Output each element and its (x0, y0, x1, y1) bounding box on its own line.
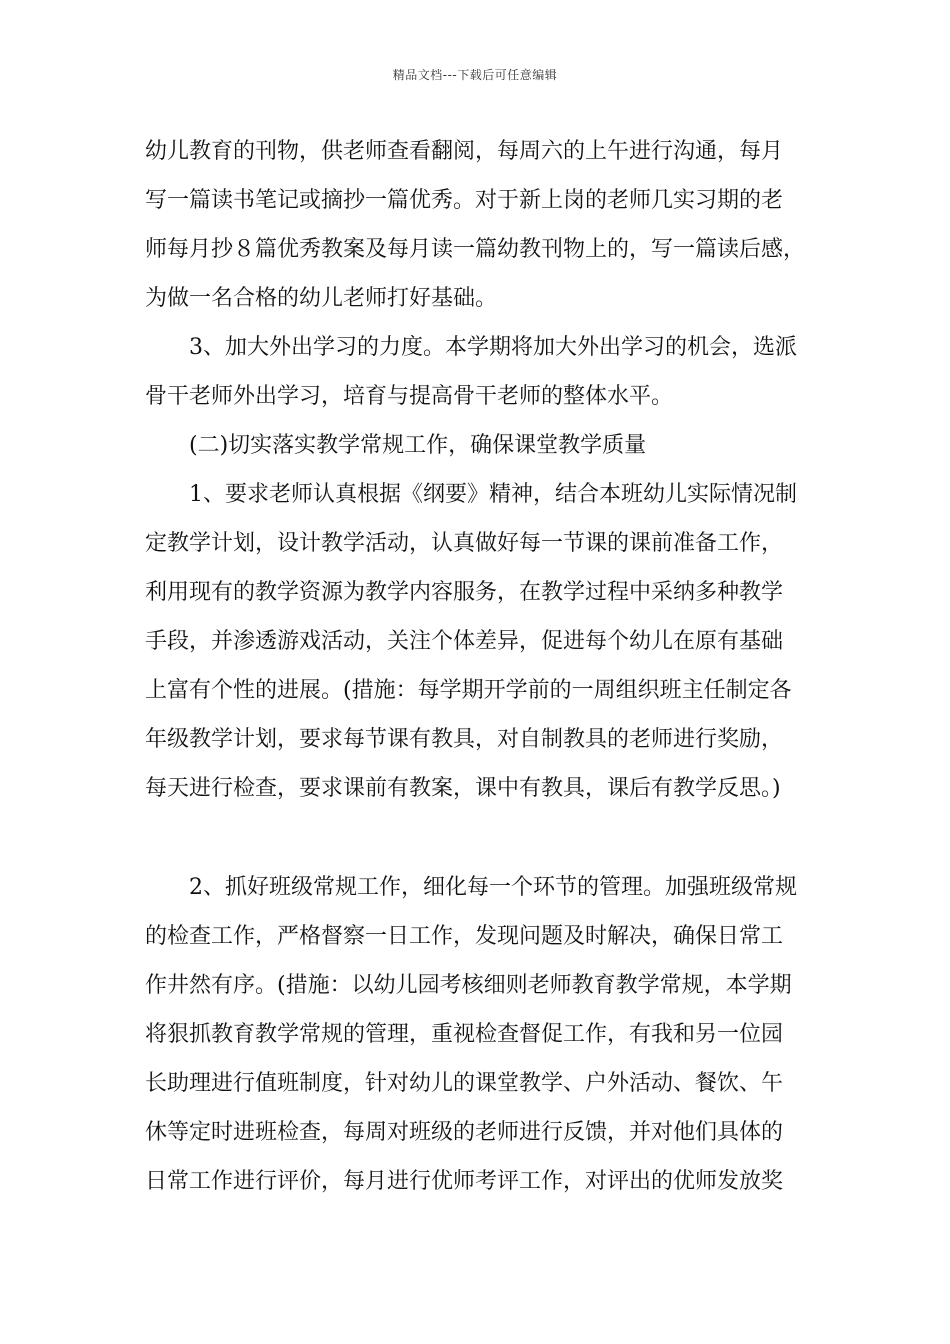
text-line: 作井然有序。(措施：以幼儿园考核细则老师教育教学常规，本学期 (145, 973, 792, 998)
text-line: 年级教学计划，要求每节课有教具，对自制教具的老师进行奖励， (145, 727, 784, 752)
page-header: 精品文档---下载后可任意编辑 (392, 68, 558, 82)
text-line: 骨干老师外出学习，培育与提高骨干老师的整体水平。 (145, 384, 674, 409)
text-line: 为做一名合格的幼儿老师打好基础。 (145, 286, 498, 311)
text-line: 2、抓好班级常规工作，细化每一个环节的管理。加强班级常规 (189, 875, 797, 900)
text-line: 长助理进行值班制度，针对幼儿的课堂教学、户外活动、餐饮、午 (145, 1071, 784, 1096)
text-line: 幼儿教育的刊物，供老师查看翻阅，每周六的上午进行沟通，每月 (145, 139, 784, 164)
text-line: 每天进行检查，要求课前有教案，课中有教具，课后有教学反思。) (145, 776, 781, 801)
text-line: 师每月抄８篇优秀教案及每月读一篇幼教刊物上的，写一篇读后感， (145, 237, 806, 262)
paragraph-gap (145, 820, 830, 870)
text-line: 手段，并渗透游戏活动，关注个体差异，促进每个幼儿在原有基础 (145, 629, 784, 654)
text-line: (二)切实落实教学常规工作，确保课堂教学质量 (189, 433, 647, 458)
text-line: 的检查工作，严格督察一日工作，发现问题及时解决，确保日常工 (145, 924, 784, 949)
text-line: 上富有个性的进展。(措施：每学期开学前的一周组织班主任制定各 (145, 678, 792, 703)
text-line: 3、加大外出学习的力度。本学期将加大外出学习的机会，选派 (189, 335, 797, 360)
document-body (145, 134, 830, 1213)
text-line: 休等定时进班检查，每周对班级的老师进行反馈，并对他们具体的 (145, 1120, 784, 1145)
text-line: 写一篇读书笔记或摘抄一篇优秀。对于新上岗的老师几实习期的老 (145, 188, 784, 213)
text-line: 日常工作进行评价，每月进行优师考评工作，对评出的优师发放奖 (145, 1169, 784, 1194)
text-line: 利用现有的教学资源为教学内容服务，在教学过程中采纳多种教学 (145, 580, 784, 605)
text-line: 定教学计划，设计教学活动，认真做好每一节课的课前准备工作， (145, 531, 784, 556)
text-line: 1、要求老师认真根据《纲要》精神，结合本班幼儿实际情况制 (189, 482, 797, 507)
text-line: 将狠抓教育教学常规的管理，重视检查督促工作，有我和另一位园 (145, 1022, 784, 1047)
